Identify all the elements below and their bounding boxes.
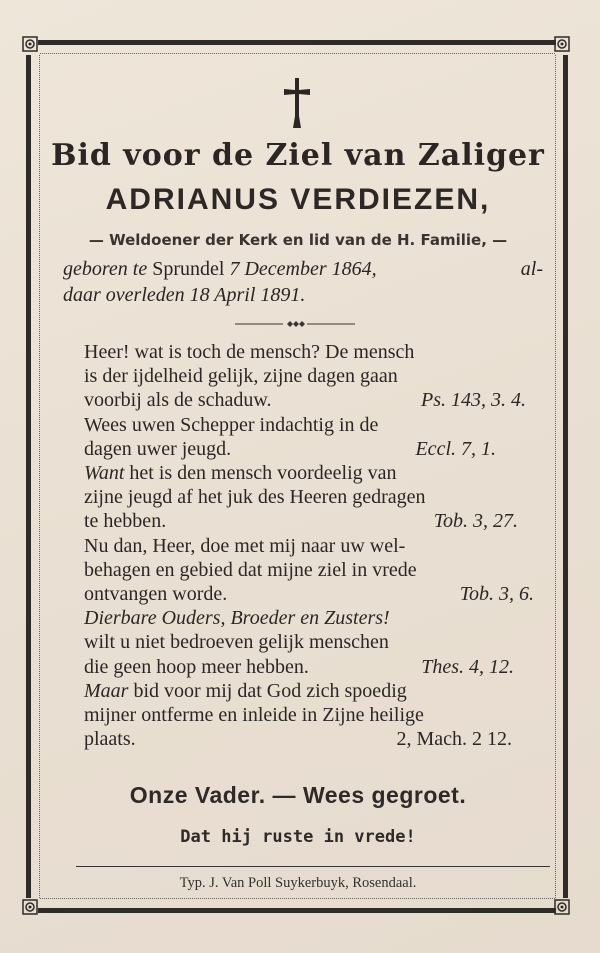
verse-text: dagen uwer jeugd. (84, 437, 232, 460)
border-left (26, 55, 31, 898)
verse-text: het is den mensch voordeelig van (124, 462, 397, 485)
verse-reference: Eccl. 7, 1. (415, 437, 496, 460)
corner-ornament-icon (22, 899, 38, 915)
verse-lead: Want (84, 462, 125, 485)
verse-reference: 2, Mach. 2 12. (396, 728, 512, 751)
born-label: geboren te (63, 258, 148, 280)
verse-text: plaats. (84, 728, 136, 751)
cross-icon (282, 76, 312, 132)
verse-line (84, 582, 540, 606)
verse-text: ontvangen worde. (84, 583, 228, 606)
verse-line: zijne jeugd af het juk des Heeren gedragen (84, 486, 426, 509)
verse-line: mijner ontferme en inleide in Zijne heilige (84, 704, 424, 727)
corner-ornament-icon (554, 36, 570, 52)
verse-reference: Tob. 3, 27. (433, 510, 518, 533)
deceased-name: ADRIANUS VERDIEZEN, (105, 183, 491, 216)
inner-border-bottom (40, 898, 555, 899)
verse-reference: Tob. 3, 6. (459, 583, 534, 606)
inner-border-right (555, 55, 556, 898)
border-right (563, 55, 568, 898)
verse-reference: Thes. 4, 12. (421, 655, 514, 678)
verse-line: Wees uwen Schepper indachtig in de (84, 413, 379, 436)
verse (84, 534, 540, 607)
rest-in-peace: Dat hij ruste in vrede! (180, 827, 416, 847)
verse (84, 413, 540, 461)
verse (84, 606, 540, 679)
verse (84, 461, 540, 534)
verse-line: Nu dan, Heer, doe met mij naar uw wel- (84, 534, 406, 557)
verse-line: Heer! wat is toch de mensch? De mensch (84, 341, 415, 363)
verse-text: te hebben. (84, 510, 167, 533)
verse-reference: Ps. 143, 3. 4. (421, 389, 526, 412)
verse-line (84, 461, 540, 485)
verse-lead: Maar (84, 679, 129, 702)
verse-line: Dierbare Ouders, Broeder en Zusters! (84, 607, 390, 630)
verse-line (84, 509, 540, 533)
border-bottom (38, 908, 556, 913)
divider-ornament (235, 321, 355, 327)
inner-border-left (39, 55, 40, 898)
inner-border-top (40, 53, 555, 54)
footer-rule (76, 866, 550, 867)
prayer-line: Onze Vader. — Wees gegroet. (129, 782, 467, 808)
printer-credit: Typ. J. Van Poll Suykerbuyk, Rosendaal. (179, 875, 417, 891)
verse-text: die geen hoop meer hebben. (84, 655, 309, 678)
verses-block (84, 340, 540, 751)
verse-text: voorbij als de schaduw. (84, 389, 272, 412)
verse-line (84, 655, 540, 679)
verse-line: wilt u niet bedroeven gelijk menschen (84, 631, 389, 654)
subtitle: — Weldoener der Kerk en lid van de H. Familie, — (88, 231, 508, 249)
birth-date: 7 December 1864, (229, 258, 377, 280)
verse-text: bid voor mij dat God zich spoedig (128, 679, 407, 702)
verse-line (84, 388, 540, 412)
verse-line (84, 437, 540, 461)
corner-ornament-icon (22, 36, 38, 52)
verse (84, 679, 540, 752)
birth-info (63, 256, 543, 308)
verse-line: behagen en gebied dat mijne ziel in vrede (84, 558, 417, 581)
border-top (38, 40, 556, 45)
corner-ornament-icon (554, 899, 570, 915)
verse-line (84, 679, 540, 703)
birth-hyphen: al- (520, 258, 543, 280)
verse-line (84, 727, 540, 751)
verse (84, 340, 540, 413)
birth-place: Sprundel (152, 258, 225, 280)
verse-line: is der ijdelheid gelijk, zijne dagen gaan (84, 365, 398, 388)
death-info: daar overleden 18 April 1891. (63, 284, 306, 306)
heading: Bid voor de Ziel van Zaliger (51, 138, 545, 173)
